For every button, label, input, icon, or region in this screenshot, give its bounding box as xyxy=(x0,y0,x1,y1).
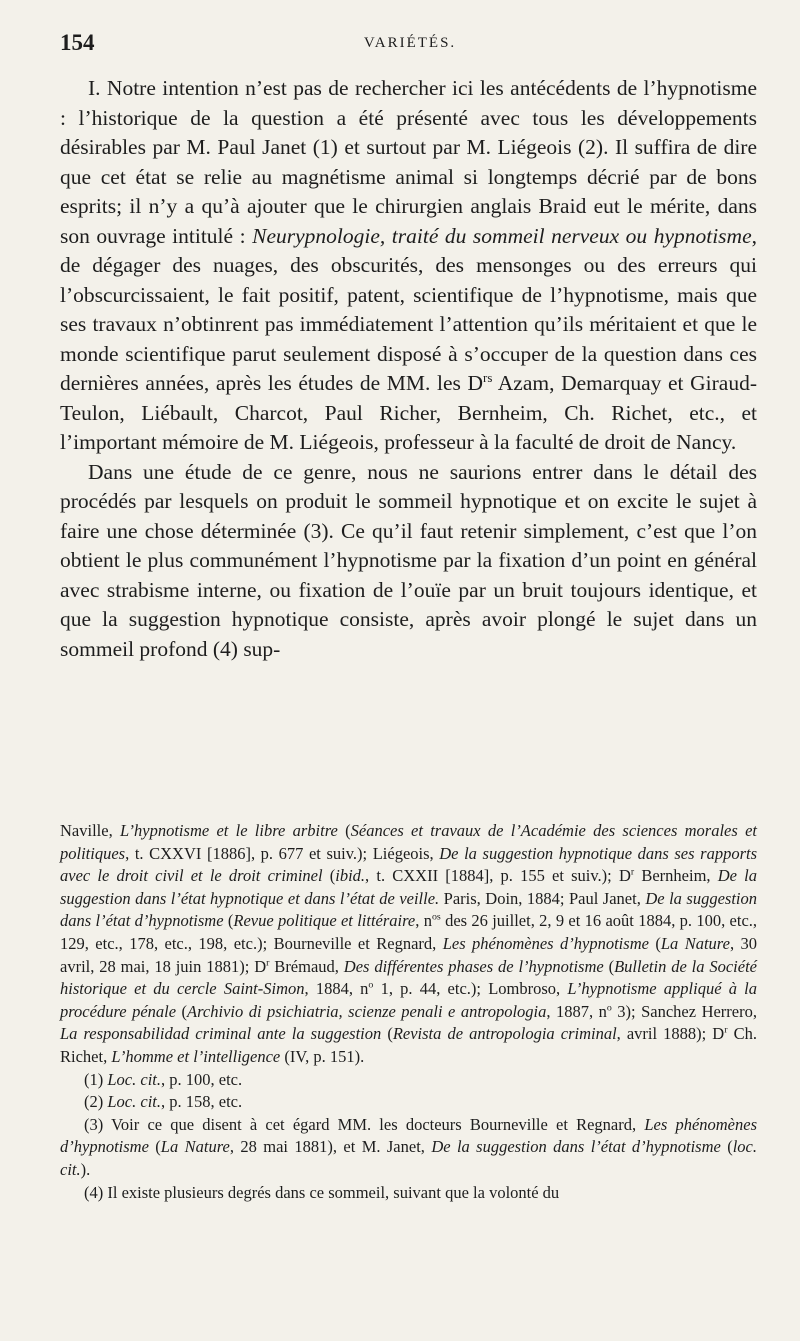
italic-title: Loc. cit. xyxy=(107,1069,161,1089)
text-run: Bernheim, xyxy=(634,866,718,886)
italic-title: loc. cit. xyxy=(60,1137,758,1179)
superscript: o xyxy=(606,1002,612,1014)
italic-title: Loc. cit. xyxy=(107,1092,161,1112)
text-run: I. Notre intention n’est pas de rechercher ici les antécédents de l’hypnotisme : l’historique de la question a été présenté avec tous les développements désirables par M. Paul Janet (1) et surtout par M. Liégeois (2). Il suffira de dire que cet état se relie au magnétisme animal si longtemps décrié par de bons esprits; il n’y a qu’à ajouter que le chirurgien anglais Braid eut le mérite, dans son ouvrage intitulé : xyxy=(60,76,757,248)
paragraph-1 xyxy=(60,74,757,458)
text-run: ( xyxy=(337,821,351,840)
text-run: , 30 avril, 28 mai, 18 juin 1881); D xyxy=(60,933,757,976)
text-run: , 1887, n xyxy=(546,1001,607,1021)
italic-title: Bulletin de la Société historique et du cercle Saint-Simon xyxy=(60,956,757,999)
italic-title: Séances et travaux de l’Académie des sciences morales et politiques xyxy=(60,821,757,863)
text-run: ( xyxy=(176,1001,188,1021)
text-run: ( xyxy=(148,1137,161,1157)
italic-title: Les phénomènes d’hypnotisme xyxy=(442,933,649,953)
superscript: o xyxy=(368,979,374,991)
italic-title: La Nature xyxy=(160,1137,230,1157)
superscript: rs xyxy=(483,370,493,385)
text-run: , p. 100, etc. xyxy=(161,1069,243,1089)
text-run: Azam, Demarquay et Giraud-Teulon, Liébault, Charcot, Paul Richer, Bernheim, Ch. Richet, etc., et l’important mémoire de M. Liégeois, professeur à la faculté de droit de Nancy. xyxy=(60,371,757,454)
italic-title: De la suggestion dans l’état d’hypnotisme xyxy=(60,888,757,931)
superscript: r xyxy=(724,1024,728,1036)
text-run: (1) xyxy=(84,1069,108,1089)
italic-title: L’hypnotisme appliqué à la procédure pénale xyxy=(60,979,758,1021)
text-run: ). xyxy=(80,1159,91,1179)
superscript: r xyxy=(630,866,635,878)
text-run: , 1884, n xyxy=(304,979,369,999)
superscript: r xyxy=(266,957,270,969)
italic-title: L’hypnotisme et le libre arbitre xyxy=(119,821,338,840)
italic-title: De la suggestion dans l’état hypnotique et dans l’état de veille. xyxy=(60,866,757,908)
paragraph-2: Dans une étude de ce genre, nous ne saurions entrer dans le détail des procédés par lesquels on produit le sommeil hypnotique et on excite le sujet à faire une chose déterminée (3). Ce qu’il faut retenir simplement, c’est que l’on obtient le plus communément l’hypnotisme par la fixation d’un point en général avec strabisme interne, ou fixation de l’ouïe par un bruit toujours identique, et que la suggestion hypnotique consiste, après avoir plongé le sujet dans un sommeil profond (4) sup- xyxy=(60,459,757,661)
text-run: , p. 158, etc. xyxy=(161,1092,243,1112)
text-run: , de dégager des nuages, des obscurités, des mensonges ou des erreurs qui l’obscurcissaient, le fait positif, patent, scientifique de l’hypnotisme, mais que ses travaux n’obtinrent pas immédiatement l’attention qu’ils méritaient et que le monde scientifique parut seulement disposé à s’occuper de la question dans ces dernières années, après les études de MM. les D xyxy=(60,223,757,395)
text-run: ( xyxy=(648,933,661,953)
page-header xyxy=(60,30,760,60)
running-title: VARIÉTÉS. xyxy=(363,35,457,51)
italic-title: Revista de antropologia criminal xyxy=(392,1024,617,1044)
text-run: (3) Voir ce que disent à cet égard MM. les docteurs Bourneville et Regnard, xyxy=(84,1114,645,1134)
text-run: (2) xyxy=(84,1092,108,1112)
text-run: Brémaud, xyxy=(269,956,344,976)
text-run: ( xyxy=(223,911,234,931)
footnote-3 xyxy=(60,1114,757,1182)
italic-title: Des différentes phases de l’hypnotisme xyxy=(343,956,604,976)
text-run: Ch. Richet, xyxy=(60,1024,757,1066)
text-run: des 26 juillet, 2, 9 et 16 août 1884, p. 100, etc., 129, etc., 178, etc., 198, etc.); Bourneville et Regnard, xyxy=(60,911,758,953)
italic-title: ibid. xyxy=(335,866,366,886)
text-run: 3); Sanchez Herrero, xyxy=(611,1001,757,1021)
italic-title: De la suggestion hypnotique dans ses rapports avec le droit civil et le droit criminel xyxy=(60,843,757,886)
text-run: , t. CXXII [1884], p. 155 et suiv.); D xyxy=(365,866,631,886)
italic-title: De la suggestion dans l’état d’hypnotisme xyxy=(431,1137,721,1157)
text-run: Paris, Doin, 1884; Paul Janet, xyxy=(439,888,646,908)
italic-title: L’homme et l’intelligence xyxy=(111,1046,281,1066)
text-run: ( xyxy=(603,956,615,976)
italic-title: Revue politique et littéraire xyxy=(233,911,416,931)
footnote-continuation xyxy=(60,820,757,1069)
main-text xyxy=(60,74,757,664)
text-run: Naville, xyxy=(60,821,120,840)
text-run: , avril 1888); D xyxy=(616,1024,725,1044)
footnotes xyxy=(60,820,757,1204)
text-run: (IV, p. 151). xyxy=(280,1046,365,1066)
text-run: ( xyxy=(720,1137,733,1157)
italic-title: Neurypnologie, traité du sommeil nerveux ou hypnotisme xyxy=(252,223,752,248)
footnote-2 xyxy=(60,1091,757,1114)
text-run: ( xyxy=(381,1024,393,1044)
text-run: ( xyxy=(322,866,336,886)
text-run: , 28 mai 1881), et M. Janet, xyxy=(229,1137,432,1157)
italic-title: Les phénomènes d’hypnotisme xyxy=(60,1114,757,1157)
text-run: , n xyxy=(415,911,432,931)
footnote-1 xyxy=(60,1069,757,1092)
italic-title: Archivio di psichiatria, scienze penali e antropologia xyxy=(187,1001,547,1021)
footnote-4: (4) Il existe plusieurs degrés dans ce sommeil, suivant que la volonté du xyxy=(84,1182,560,1202)
text-run: , t. CXXVI [1886], p. 677 et suiv.); Liégeois, xyxy=(125,843,440,863)
page-number: 154 xyxy=(60,30,95,55)
italic-title: La Nature xyxy=(660,933,730,953)
superscript: os xyxy=(431,911,441,923)
italic-title: La responsabilidad criminal ante la suggestion xyxy=(60,1024,382,1044)
text-run: 1, p. 44, etc.); Lombroso, xyxy=(373,979,568,999)
